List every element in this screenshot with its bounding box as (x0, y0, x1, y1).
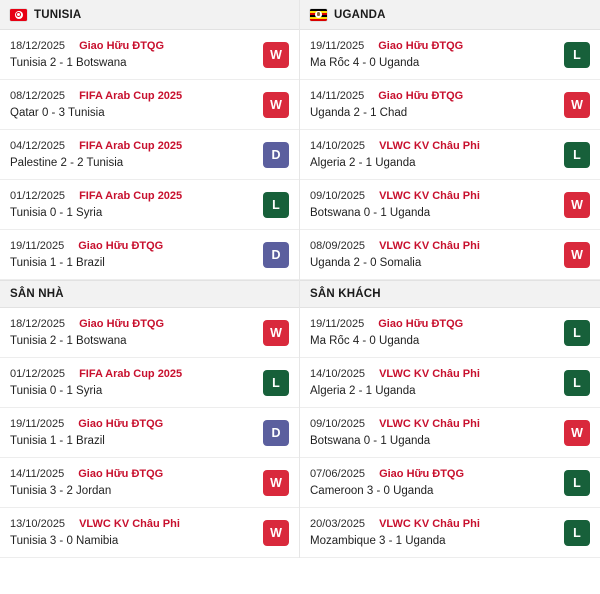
table-row[interactable] (0, 230, 299, 280)
match-meta (10, 90, 253, 102)
status-badge: D (263, 142, 289, 168)
match-info (10, 518, 253, 547)
match-meta (10, 318, 253, 330)
match-info (10, 368, 253, 397)
match-info (310, 368, 554, 397)
match-date: 01/12/2025 (10, 190, 66, 202)
match-meta (310, 90, 554, 102)
match-date: 08/09/2025 (310, 240, 366, 252)
competition-name: FIFA Arab Cup 2025 (79, 368, 183, 380)
status-badge: D (263, 242, 289, 268)
team-header-right[interactable] (300, 0, 600, 30)
match-date: 19/11/2025 (310, 40, 365, 52)
match-score: Tunisia 3 - 2 Jordan (10, 485, 112, 497)
match-date: 19/11/2025 (10, 418, 65, 430)
match-score: Algeria 2 - 1 Uganda (310, 385, 416, 397)
match-meta (10, 368, 253, 380)
team-name-right: UGANDA (334, 8, 386, 21)
match-meta (10, 518, 253, 530)
match-meta (10, 190, 253, 202)
competition-name: Giao Hữu ĐTQG (79, 318, 165, 330)
competition-name: FIFA Arab Cup 2025 (79, 140, 183, 152)
competition-name: VLWC KV Châu Phi (379, 368, 480, 380)
match-score: Cameroon 3 - 0 Uganda (310, 485, 434, 497)
match-meta (310, 140, 554, 152)
competition-name: VLWC KV Châu Phi (379, 240, 480, 252)
match-meta (310, 418, 554, 430)
match-date: 09/10/2025 (310, 190, 366, 202)
competition-name: VLWC KV Châu Phi (379, 140, 480, 152)
recent-matches-list-left (0, 30, 299, 280)
match-info (310, 240, 554, 269)
section-header-home: SÂN NHÀ (0, 280, 299, 308)
status-badge: W (263, 520, 289, 546)
match-info (310, 518, 554, 547)
status-badge: W (564, 242, 590, 268)
table-row[interactable] (300, 358, 600, 408)
competition-name: Giao Hữu ĐTQG (79, 40, 165, 52)
table-row[interactable] (0, 308, 299, 358)
match-info (310, 190, 554, 219)
match-score: Algeria 2 - 1 Uganda (310, 157, 416, 169)
match-info (10, 418, 253, 447)
match-meta (310, 318, 554, 330)
competition-name: FIFA Arab Cup 2025 (79, 90, 183, 102)
section-header-away: SÂN KHÁCH (300, 280, 600, 308)
match-meta (10, 468, 253, 480)
match-date: 08/12/2025 (10, 90, 66, 102)
status-badge: W (564, 92, 590, 118)
status-badge: W (564, 192, 590, 218)
match-meta (310, 240, 554, 252)
competition-name: VLWC KV Châu Phi (379, 418, 480, 430)
competition-name: Giao Hữu ĐTQG (379, 468, 465, 480)
match-score: Botswana 0 - 1 Uganda (310, 435, 431, 447)
match-score: Uganda 2 - 1 Chad (310, 107, 408, 119)
match-meta (310, 468, 554, 480)
match-info (310, 318, 554, 347)
match-date: 07/06/2025 (310, 468, 366, 480)
match-score: Tunisia 1 - 1 Brazil (10, 435, 105, 447)
status-badge: W (263, 92, 289, 118)
table-row[interactable] (300, 408, 600, 458)
team-header-left[interactable] (0, 0, 299, 30)
match-score: Ma Rốc 4 - 0 Uganda (310, 335, 420, 347)
competition-name: Giao Hữu ĐTQG (78, 240, 164, 252)
match-date: 19/11/2025 (10, 240, 65, 252)
match-date: 14/10/2025 (310, 140, 366, 152)
competition-name: Giao Hữu ĐTQG (78, 418, 164, 430)
competition-name: VLWC KV Châu Phi (379, 518, 480, 530)
team-column-right (300, 0, 600, 558)
match-info (10, 240, 253, 269)
home-matches-list-left (0, 308, 299, 558)
match-date: 18/12/2025 (10, 40, 66, 52)
match-score: Tunisia 3 - 0 Namibia (10, 535, 119, 547)
table-row[interactable] (0, 408, 299, 458)
match-date: 13/10/2025 (10, 518, 66, 530)
status-badge: W (263, 42, 289, 68)
table-row[interactable] (300, 508, 600, 558)
flag-tunisia-icon (10, 9, 27, 21)
match-score: Ma Rốc 4 - 0 Uganda (310, 57, 420, 69)
match-date: 14/10/2025 (310, 368, 366, 380)
table-row[interactable] (300, 30, 600, 80)
match-info (10, 318, 253, 347)
match-score: Tunisia 0 - 1 Syria (10, 207, 103, 219)
table-row[interactable] (0, 180, 299, 230)
team-name-left: TUNISIA (34, 8, 82, 21)
match-date: 14/11/2025 (10, 468, 65, 480)
match-score: Tunisia 2 - 1 Botswana (10, 335, 127, 347)
competition-name: VLWC KV Châu Phi (79, 518, 180, 530)
table-row[interactable] (0, 358, 299, 408)
match-date: 09/10/2025 (310, 418, 366, 430)
table-row[interactable] (300, 180, 600, 230)
away-matches-list-right (300, 308, 600, 558)
match-score: Mozambique 3 - 1 Uganda (310, 535, 446, 547)
match-score: Botswana 0 - 1 Uganda (310, 207, 431, 219)
match-meta (310, 40, 554, 52)
status-badge: L (263, 192, 289, 218)
match-meta (310, 368, 554, 380)
competition-name: Giao Hữu ĐTQG (378, 90, 464, 102)
status-badge: L (564, 370, 590, 396)
match-meta (310, 518, 554, 530)
match-info (310, 418, 554, 447)
status-badge: D (263, 420, 289, 446)
competition-name: Giao Hữu ĐTQG (78, 468, 164, 480)
match-info (10, 90, 253, 119)
status-badge: W (263, 470, 289, 496)
status-badge: L (263, 370, 289, 396)
match-score: Uganda 2 - 0 Somalia (310, 257, 422, 269)
team-column-left (0, 0, 300, 558)
match-info (10, 40, 253, 69)
match-info (310, 90, 554, 119)
match-meta (310, 190, 554, 202)
match-score: Tunisia 0 - 1 Syria (10, 385, 103, 397)
table-row[interactable] (0, 458, 299, 508)
status-badge: L (564, 320, 590, 346)
table-row[interactable] (0, 80, 299, 130)
status-badge: L (564, 142, 590, 168)
table-row[interactable] (300, 130, 600, 180)
table-row[interactable] (0, 130, 299, 180)
match-meta (10, 140, 253, 152)
match-meta (10, 418, 253, 430)
match-date: 19/11/2025 (310, 318, 365, 330)
flag-uganda-icon (310, 9, 327, 21)
status-badge: W (564, 420, 590, 446)
table-row[interactable] (300, 230, 600, 280)
competition-name: VLWC KV Châu Phi (379, 190, 480, 202)
match-date: 20/03/2025 (310, 518, 366, 530)
recent-matches-list-right (300, 30, 600, 280)
table-row[interactable] (0, 30, 299, 80)
status-badge: L (564, 470, 590, 496)
match-info (310, 40, 554, 69)
table-row[interactable] (300, 458, 600, 508)
match-date: 14/11/2025 (310, 90, 365, 102)
match-meta (10, 240, 253, 252)
status-badge: W (263, 320, 289, 346)
competition-name: Giao Hữu ĐTQG (378, 318, 464, 330)
match-info (310, 140, 554, 169)
match-date: 01/12/2025 (10, 368, 66, 380)
status-badge: L (564, 520, 590, 546)
table-row[interactable] (300, 80, 600, 130)
match-info (10, 140, 253, 169)
match-score: Palestine 2 - 2 Tunisia (10, 157, 124, 169)
match-date: 18/12/2025 (10, 318, 66, 330)
match-info (10, 190, 253, 219)
competition-name: Giao Hữu ĐTQG (378, 40, 464, 52)
table-row[interactable] (300, 308, 600, 358)
match-info (10, 468, 253, 497)
match-score: Qatar 0 - 3 Tunisia (10, 107, 105, 119)
table-row[interactable] (0, 508, 299, 558)
status-badge: L (564, 42, 590, 68)
match-score: Tunisia 2 - 1 Botswana (10, 57, 127, 69)
competition-name: FIFA Arab Cup 2025 (79, 190, 183, 202)
match-date: 04/12/2025 (10, 140, 66, 152)
match-info (310, 468, 554, 497)
match-score: Tunisia 1 - 1 Brazil (10, 257, 105, 269)
match-meta (10, 40, 253, 52)
